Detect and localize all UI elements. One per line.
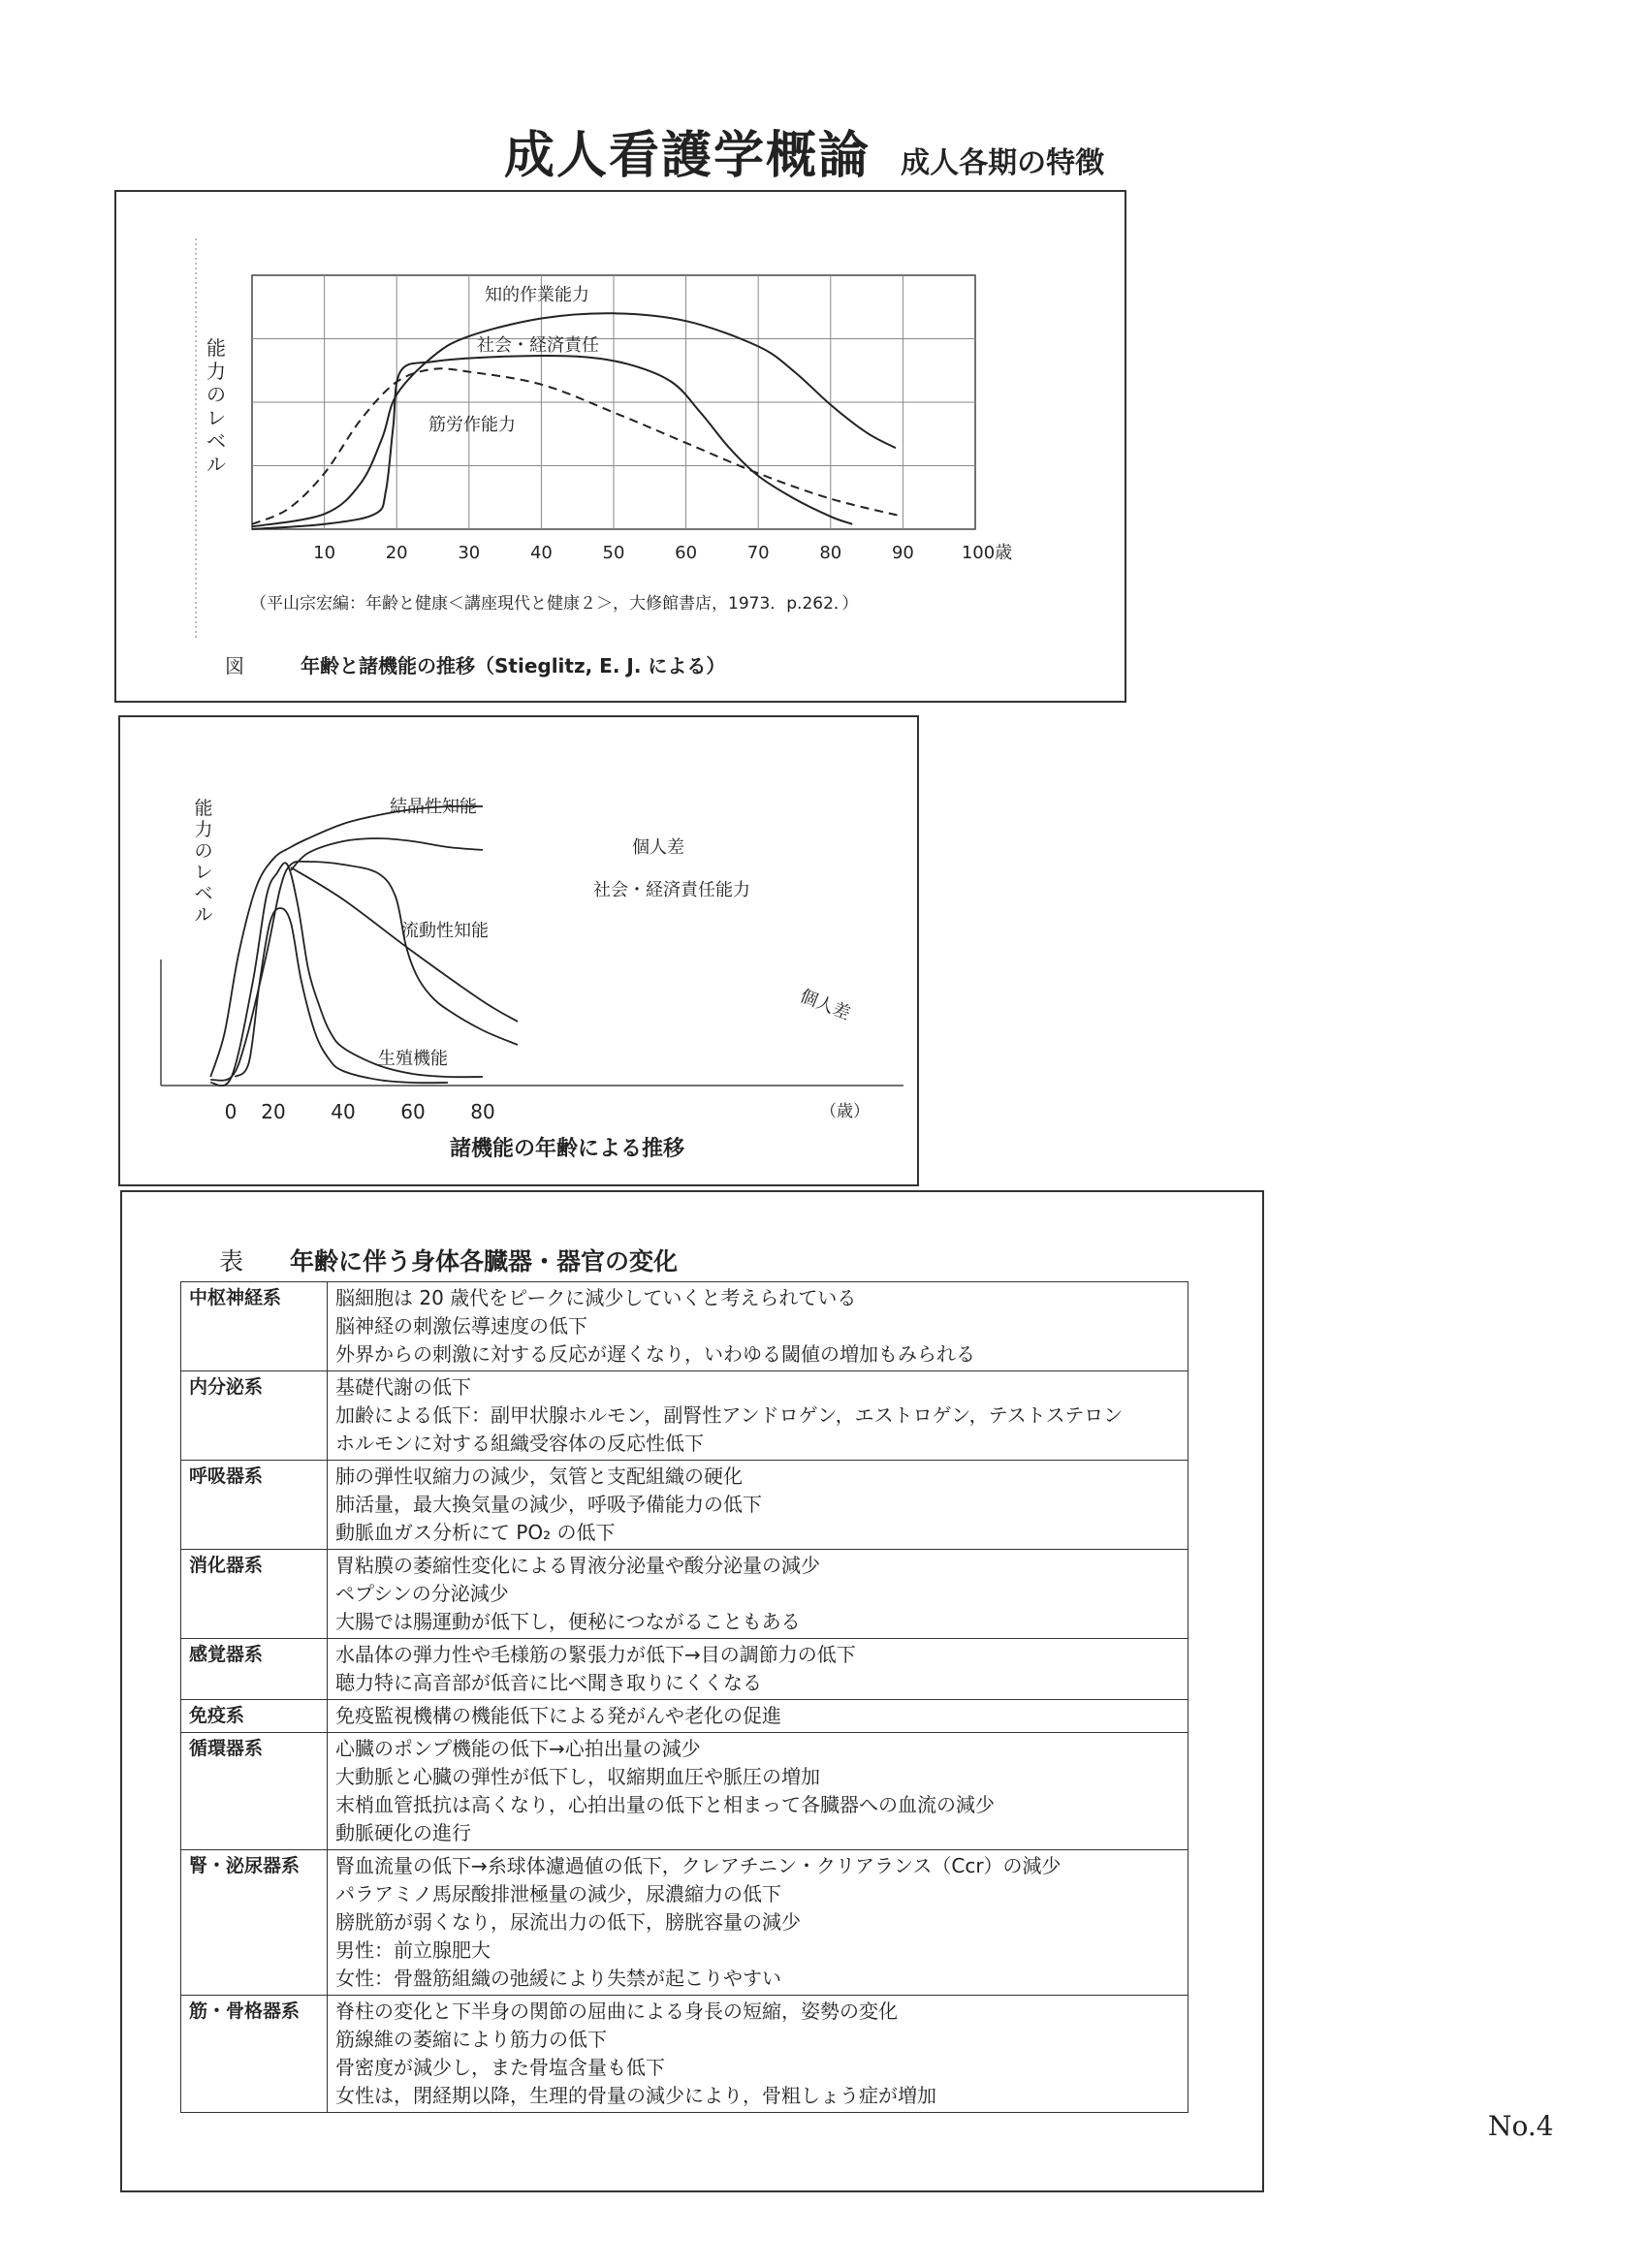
- x-tick-label: 100歳: [961, 543, 1013, 563]
- title-sub: 成人各期の特徴: [901, 146, 1105, 180]
- caption-prefix: 図: [225, 654, 244, 677]
- change-line: 大腸では腸運動が低下し，便秘につながることもある: [335, 1610, 801, 1633]
- system-name: 呼吸器系: [181, 1461, 328, 1550]
- x-tick-label: 60: [400, 1100, 426, 1123]
- y-label-char: 力: [194, 819, 213, 840]
- series-label-individual-difference-1: 個人差: [632, 837, 684, 858]
- caption: 年齢と諸機能の推移（Stieglitz, E. J. による）: [301, 654, 726, 677]
- change-line: 女性は，閉経期以降，生理的骨量の減少により，骨粗しょう症が増加: [335, 2084, 936, 2107]
- series-line-3: [291, 867, 518, 1022]
- change-line: 肺活量，最大換気量の減少，呼吸予備能力の低下: [335, 1493, 762, 1516]
- change-line: 肺の弾性収縮力の減少，気管と支配組織の硬化: [335, 1465, 743, 1488]
- system-name: 中枢神経系: [181, 1282, 328, 1371]
- table-title-text: 年齢に伴う身体各臓器・器官の変化: [289, 1247, 678, 1276]
- x-tick-label: 90: [891, 543, 914, 563]
- organ-changes-table: [180, 1281, 1188, 2113]
- series-line-2: [210, 862, 518, 1081]
- y-label-char: レ: [194, 862, 213, 883]
- change-line: 外界からの刺激に対する反応が遅くなり，いわゆる閾値の増加もみられる: [335, 1342, 975, 1366]
- y-label-char: ル: [206, 453, 226, 476]
- series-label-muscle: 筋労作能力: [428, 415, 516, 435]
- organ-table-body: [181, 1282, 1188, 2113]
- change-line: 女性：骨盤筋組織の弛緩により失禁が起こりやすい: [335, 1967, 781, 1990]
- figure-2-box: [118, 715, 919, 1186]
- change-line: 動脈血ガス分析にて PO₂ の低下: [335, 1521, 616, 1544]
- y-label-char: ル: [194, 904, 213, 926]
- system-name: 感覚器系: [181, 1639, 328, 1700]
- system-name: 免疫系: [181, 1700, 328, 1733]
- change-line: 脊柱の変化と下半身の関節の屈曲による身長の短縮，姿勢の変化: [335, 2000, 898, 2023]
- change-cell: [328, 1700, 1188, 1733]
- change-cell: [328, 1639, 1188, 1700]
- x-tick-label: 20: [385, 543, 408, 563]
- x-unit-label: （歳）: [820, 1102, 870, 1121]
- y-label-char: ベ: [194, 883, 213, 904]
- series-label-individual-difference-2: 個人差: [797, 986, 854, 1024]
- x-tick-label: 80: [819, 543, 842, 563]
- y-label-char: ベ: [206, 429, 226, 453]
- page-number: No.4: [1488, 2110, 1554, 2142]
- y-axis-label: [206, 336, 226, 476]
- change-line: 加齢による低下：副甲状腺ホルモン，副腎性アンドロゲン，エストロゲン，テストステロン: [335, 1403, 1124, 1427]
- x-tick-labels: [225, 1100, 495, 1123]
- table-title: [219, 1243, 678, 1277]
- system-name: 腎・泌尿器系: [181, 1850, 328, 1996]
- x-tick-label: 20: [261, 1100, 286, 1123]
- x-tick-label: 0: [224, 1100, 238, 1123]
- y-label-char: 能: [206, 336, 226, 360]
- table-row: [181, 1996, 1188, 2113]
- table-box: [120, 1190, 1264, 2192]
- change-cell: [328, 1850, 1188, 1996]
- table-row: [181, 1733, 1188, 1850]
- x-tick-label: 80: [470, 1100, 495, 1123]
- x-tick-label: 60: [675, 543, 698, 563]
- change-cell: [328, 1550, 1188, 1639]
- y-label-char: の: [194, 840, 213, 862]
- table-row: [181, 1850, 1188, 1996]
- change-cell: [328, 1461, 1188, 1550]
- change-line: 脳細胞は 20 歳代をピークに減少していくと考えられている: [335, 1286, 857, 1309]
- series-label-social-economic: 社会・経済責任能力: [593, 880, 750, 900]
- series-label-social-economic: 社会・経済責任: [477, 335, 599, 356]
- change-line: 骨密度が減少し，また骨塩含量も低下: [335, 2056, 665, 2079]
- system-name: 消化器系: [181, 1550, 328, 1639]
- change-line: 心臓のポンプ機能の低下→心拍出量の減少: [335, 1737, 701, 1760]
- citation: （平山宗宏編：年齢と健康＜講座現代と健康２＞，大修館書店，1973．p.262．）: [250, 594, 859, 614]
- series-label-crystallized: 結晶性知能: [390, 797, 477, 817]
- change-line: 末梢血管抵抗は高くなり，心拍出量の低下と相まって各臓器への血流の減少: [335, 1793, 995, 1816]
- change-cell: [328, 1733, 1188, 1850]
- y-label-char: レ: [206, 406, 226, 429]
- change-cell: [328, 1371, 1188, 1461]
- series-label-reproductive: 生殖機能: [378, 1049, 448, 1069]
- series-lines: [210, 806, 518, 1086]
- page-title: [504, 114, 1104, 187]
- change-cell: [328, 1996, 1188, 2113]
- y-label-char: 力: [206, 360, 226, 383]
- y-axis-label: [194, 798, 212, 926]
- change-line: 動脈硬化の進行: [335, 1821, 471, 1844]
- series-line-1: [291, 838, 483, 870]
- caption: 諸機能の年齢による推移: [450, 1137, 685, 1161]
- system-name: 循環器系: [181, 1733, 328, 1850]
- change-line: 男性：前立腺肥大: [335, 1938, 491, 1962]
- change-line: 基礎代謝の低下: [335, 1375, 471, 1399]
- change-line: 胃粘膜の萎縮性変化による胃液分泌量や酸分泌量の減少: [335, 1554, 820, 1577]
- x-tick-label: 40: [529, 543, 553, 563]
- change-line: 水晶体の弾力性や毛様筋の緊張力が低下→目の調節力の低下: [335, 1643, 856, 1666]
- x-tick-label: 30: [458, 543, 481, 563]
- change-line: 筋線維の萎縮により筋力の低下: [335, 2028, 607, 2051]
- series-label-intellectual: 知的作業能力: [485, 285, 589, 305]
- change-line: ホルモンに対する組織受容体の反応性低下: [335, 1432, 704, 1455]
- chart-age-functions: [116, 192, 1125, 701]
- table-row: [181, 1282, 1188, 1371]
- x-tick-label: 40: [331, 1100, 356, 1123]
- table-row: [181, 1461, 1188, 1550]
- x-tick-label: 70: [746, 543, 770, 563]
- table-row: [181, 1700, 1188, 1733]
- change-line: 大動脈と心臓の弾性が低下し，収縮期血圧や脈圧の増加: [335, 1765, 820, 1788]
- y-label-char: 能: [194, 798, 213, 819]
- change-line: 免疫監視機構の機能低下による発がんや老化の促進: [335, 1704, 781, 1727]
- chart-functions-by-age: [120, 717, 917, 1184]
- title-main: 成人看護学概論: [504, 127, 872, 185]
- table-title-prefix: 表: [219, 1247, 244, 1276]
- change-line: 膀胱筋が弱くなり，尿流出力の低下，膀胱容量の減少: [335, 1910, 801, 1934]
- x-tick-label: 10: [313, 543, 336, 563]
- system-name: 内分泌系: [181, 1371, 328, 1461]
- y-label-char: の: [206, 383, 226, 406]
- change-line: パラアミノ馬尿酸排泄極量の減少，尿濃縮力の低下: [335, 1882, 781, 1906]
- change-line: 腎血流量の低下→糸球体濾過値の低下，クレアチニン・クリアランス（Ccr）の減少: [335, 1854, 1062, 1877]
- figure-1-box: [114, 190, 1126, 703]
- x-tick-label: 50: [602, 543, 625, 563]
- series-line-2: [252, 368, 903, 524]
- table-row: [181, 1371, 1188, 1461]
- system-name: 筋・骨格器系: [181, 1996, 328, 2113]
- series-label-fluid: 流動性知能: [401, 921, 489, 941]
- change-cell: [328, 1282, 1188, 1371]
- change-line: 脳神経の刺激伝導速度の低下: [335, 1314, 587, 1338]
- x-tick-labels: [313, 543, 1012, 563]
- change-line: 聴力特に高音部が低音に比べ聞き取りにくくなる: [335, 1671, 762, 1694]
- table-row: [181, 1550, 1188, 1639]
- table-row: [181, 1639, 1188, 1700]
- change-line: ペプシンの分泌減少: [335, 1582, 509, 1605]
